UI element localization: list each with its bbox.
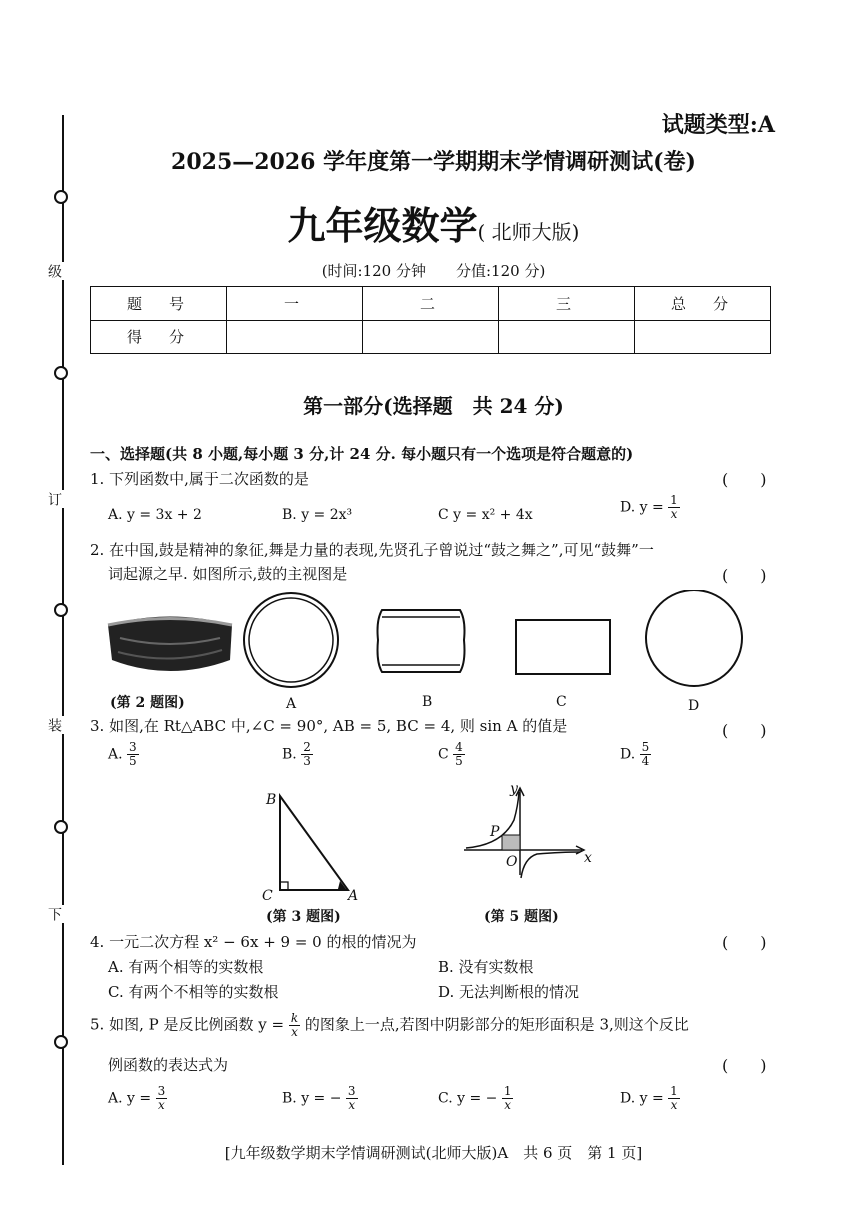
q4-option-a: A. 有两个相等的实数根 bbox=[108, 958, 264, 976]
fraction-den: x bbox=[670, 1098, 678, 1112]
section-title: 第一部分(选择题 共 24 分) bbox=[303, 394, 564, 418]
fraction bbox=[453, 741, 465, 768]
binding-hole bbox=[54, 603, 68, 617]
score-table-cell: 二 bbox=[363, 287, 499, 321]
q5-option-b bbox=[282, 1085, 358, 1112]
option-prefix: B. y = − bbox=[282, 1090, 342, 1107]
fraction-num: 2 bbox=[303, 740, 311, 754]
option-c-figure bbox=[516, 620, 610, 674]
option-d-figure bbox=[646, 590, 742, 686]
point-p-label: P bbox=[490, 824, 500, 840]
axis-label-x: x bbox=[584, 850, 592, 866]
q3-option-d bbox=[620, 741, 651, 768]
score-table-cell bbox=[499, 320, 635, 354]
fraction-num: k bbox=[290, 1011, 299, 1025]
edition-label: ( 北师大版) bbox=[477, 220, 580, 244]
binding-hole bbox=[54, 820, 68, 834]
question-3-stem: 3. 如图,在 Rt△ABC 中,∠C = 90°, AB = 5, BC = 4, 则 sin A 的值是 bbox=[90, 717, 568, 735]
margin-label: 级 bbox=[46, 264, 62, 278]
q5-stem-part: 的图象上一点,若图中阴影部分的矩形面积是 3,则这个反比 bbox=[304, 1015, 689, 1034]
q5-caption: (第 5 题图) bbox=[484, 909, 559, 925]
q5-hyperbola-figure bbox=[462, 780, 597, 880]
q5-option-d bbox=[620, 1085, 680, 1112]
fraction-num: 1 bbox=[670, 1084, 678, 1098]
q3-option-a bbox=[108, 741, 139, 768]
option-b-figure bbox=[378, 610, 465, 672]
option-prefix: B. bbox=[282, 746, 297, 763]
answer-paren: ( ) bbox=[722, 1056, 767, 1075]
fraction bbox=[289, 1012, 300, 1039]
fraction-den: x bbox=[348, 1098, 356, 1112]
score-table-cell bbox=[363, 320, 499, 354]
question-4-stem: 4. 一元二次方程 x² − 6x + 9 = 0 的根的情况为 bbox=[90, 933, 417, 951]
question-1-stem: 1. 下列函数中,属于二次函数的是 bbox=[90, 470, 309, 488]
option-prefix: C. y = − bbox=[438, 1090, 498, 1107]
score-table-cell: 题 号 bbox=[91, 287, 227, 321]
option-a-figure bbox=[244, 593, 338, 687]
question-5-stem-line2: 例函数的表达式为 bbox=[108, 1056, 229, 1074]
binding-hole bbox=[54, 1035, 68, 1049]
axis-label-y: y bbox=[510, 781, 518, 797]
fraction-num: 4 bbox=[455, 740, 463, 754]
fraction-num: 5 bbox=[641, 740, 650, 754]
score-table-cell bbox=[227, 320, 363, 354]
fraction bbox=[346, 1085, 358, 1112]
answer-paren: ( ) bbox=[722, 721, 767, 740]
fraction bbox=[127, 741, 139, 768]
subject-title bbox=[0, 195, 867, 250]
fraction bbox=[668, 494, 680, 521]
score-table bbox=[90, 286, 771, 354]
q3-option-c bbox=[438, 741, 465, 768]
fraction-den: 5 bbox=[455, 754, 463, 768]
fraction-den: 4 bbox=[641, 754, 650, 768]
q2-label-b: B bbox=[422, 694, 433, 710]
fraction-num: 1 bbox=[670, 493, 678, 507]
question-2-stem-line2: 词起源之早. 如图所示,鼓的主视图是 bbox=[108, 565, 348, 583]
score-table-cell: 得 分 bbox=[91, 320, 227, 354]
fraction bbox=[502, 1085, 514, 1112]
q3-caption: (第 3 题图) bbox=[266, 909, 341, 925]
exam-title: 2025—2026 学年度第一学期期末学情调研测试(卷) bbox=[171, 149, 696, 175]
fraction-num: 3 bbox=[157, 1084, 166, 1098]
part-intro: 一、选择题(共 8 小题,每小题 3 分,计 24 分. 每小题只有一个选项是符合题意的) bbox=[90, 445, 634, 463]
fraction bbox=[301, 741, 313, 768]
question-5-stem bbox=[90, 1012, 689, 1039]
exam-type-tag: 试题类型:A bbox=[661, 112, 775, 138]
option-prefix: D. bbox=[620, 746, 636, 763]
margin-label: 装 bbox=[46, 718, 62, 732]
fraction-den: x bbox=[157, 1098, 165, 1112]
q3-option-b bbox=[282, 741, 313, 768]
fraction-den: x bbox=[670, 507, 678, 521]
page-footer: [九年级数学期末学情调研测试(北师大版)A 共 6 页 第 1 页] bbox=[224, 1144, 643, 1162]
origin-label: O bbox=[506, 854, 518, 870]
drum-picture bbox=[108, 617, 232, 672]
q4-option-c: C. 有两个不相等的实数根 bbox=[108, 983, 279, 1001]
triangle-label-a: A bbox=[348, 888, 359, 904]
q2-label-a: A bbox=[286, 696, 297, 712]
q2-label-d: D bbox=[688, 698, 700, 714]
fraction-num: 3 bbox=[129, 740, 137, 754]
answer-paren: ( ) bbox=[722, 933, 767, 952]
fraction-den: 3 bbox=[303, 754, 311, 768]
q1-option-d-prefix: D. y = bbox=[620, 499, 664, 516]
fraction-num: 3 bbox=[347, 1084, 356, 1098]
score-table-cell: 三 bbox=[499, 287, 635, 321]
fraction bbox=[640, 741, 652, 768]
q5-option-a bbox=[108, 1085, 167, 1112]
time-score-line: (时间:120 分钟 分值:120 分) bbox=[321, 262, 546, 280]
fraction bbox=[156, 1085, 168, 1112]
q1-option-d bbox=[620, 494, 680, 521]
q5-stem-part: 5. 如图, P 是反比例函数 y = bbox=[90, 1015, 285, 1034]
option-prefix: A. y = bbox=[108, 1090, 152, 1107]
option-prefix: A. bbox=[108, 746, 123, 763]
question-2-stem: 2. 在中国,鼓是精神的象征,舞是力量的表现,先贤孔子曾说过“鼓之舞之”,可见“鼓舞”一 bbox=[90, 541, 654, 559]
binding-hole bbox=[54, 366, 68, 380]
score-table-cell: 一 bbox=[227, 287, 363, 321]
q4-option-b: B. 没有实数根 bbox=[438, 958, 534, 976]
option-prefix: D. y = bbox=[620, 1090, 664, 1107]
q1-option-a: A. y = 3x + 2 bbox=[108, 507, 202, 523]
score-table-cell: 总 分 bbox=[635, 287, 771, 321]
answer-paren: ( ) bbox=[722, 470, 767, 489]
q3-triangle-figure bbox=[262, 788, 372, 898]
answer-paren: ( ) bbox=[722, 566, 767, 585]
score-table-cell bbox=[635, 320, 771, 354]
triangle-label-b: B bbox=[266, 792, 277, 808]
fraction-den: 5 bbox=[129, 754, 137, 768]
q2-figures bbox=[100, 590, 780, 720]
subject-name: 九年级数学 bbox=[287, 203, 478, 248]
triangle-label-c: C bbox=[262, 888, 273, 904]
q2-caption: (第 2 题图) bbox=[110, 695, 185, 711]
margin-label: 下 bbox=[46, 907, 62, 921]
q1-option-c: C y = x² + 4x bbox=[438, 507, 533, 523]
option-prefix: C bbox=[438, 746, 449, 763]
margin-label: 订 bbox=[46, 492, 62, 506]
fraction-den: x bbox=[504, 1098, 512, 1112]
fraction bbox=[668, 1085, 680, 1112]
q4-option-d: D. 无法判断根的情况 bbox=[438, 983, 580, 1001]
q2-label-c: C bbox=[556, 694, 567, 710]
q5-option-c bbox=[438, 1085, 513, 1112]
fraction-num: 1 bbox=[503, 1084, 512, 1098]
fraction-den: x bbox=[291, 1025, 298, 1039]
q1-option-b: B. y = 2x³ bbox=[282, 507, 353, 523]
